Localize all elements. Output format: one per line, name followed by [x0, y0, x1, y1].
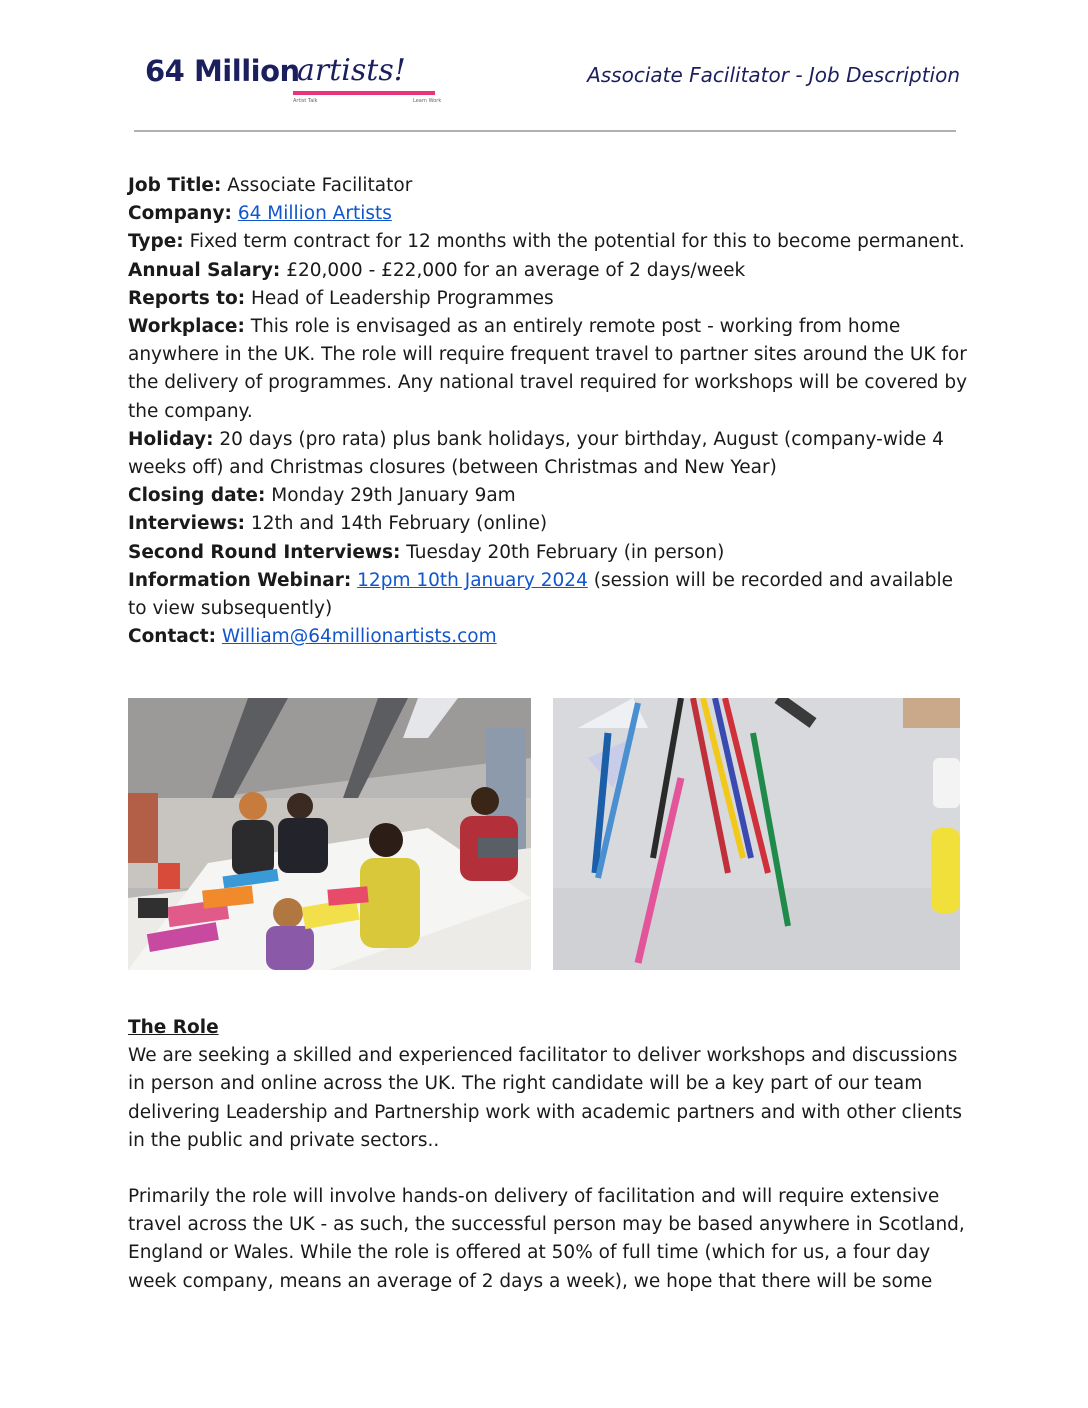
detail-value: 12th and 14th February (online) [250, 513, 548, 535]
workshop-photo [128, 698, 531, 970]
logo-script-artists [293, 48, 443, 92]
detail-value: This role is envisaged as an entirely remote post - working from home anywhere in the UK. The role will require frequent travel to partner sites around the UK for the delivery of programmes. Any national travel required for workshops will be covered by the company. [128, 316, 968, 422]
detail-company [128, 200, 968, 228]
detail-workplace [128, 313, 968, 426]
contact-email-link[interactable]: William@64millionartists.com [221, 626, 497, 648]
role-paragraph-2: Primarily the role will involve hands-on delivery of facilitation and will require extensive travel across the UK - as such, the successful person may be based anywhere in Scotland, England or Wales. While the role is offered at 50% of full time (which for us, a four day week company, means an average of 2 days a week), we hope that there will be some [128, 1186, 965, 1292]
detail-type [128, 228, 968, 256]
detail-salary [128, 257, 968, 285]
detail-interviews [128, 510, 968, 538]
detail-value: Associate Facilitator [227, 175, 413, 196]
header-divider [134, 130, 956, 132]
detail-label: Information Webinar: [128, 569, 352, 591]
detail-value: Tuesday 20th February (in person) [406, 541, 725, 563]
pencils-photo [553, 698, 960, 970]
detail-label: Holiday: [128, 428, 214, 450]
detail-label: Workplace: [128, 316, 245, 338]
detail-label: Reports to: [128, 287, 246, 309]
detail-reports-to [128, 285, 968, 313]
detail-value: Head of Leadership Programmes [251, 287, 554, 309]
detail-value: Fixed term contract for 12 months with the potential for this to become permanent. [189, 231, 965, 253]
webinar-link[interactable]: 12pm 10th January 2024 [357, 569, 588, 591]
detail-value: £20,000 - £22,000 for an average of 2 days/week [286, 259, 746, 281]
detail-label: Type: [128, 231, 184, 253]
detail-label: Company: [128, 203, 232, 225]
company-link[interactable]: 64 Million Artists [237, 203, 392, 225]
detail-label: Annual Salary: [128, 259, 281, 281]
detail-label: Second Round Interviews: [128, 541, 401, 563]
detail-label: Job Title: [128, 175, 222, 196]
logo-text: 64 Million [145, 54, 300, 88]
detail-value: 20 days (pro rata) plus bank holidays, your birthday, August (company-wide 4 weeks off) and Christmas closures (between Christmas and New Year) [128, 428, 944, 479]
role-paragraph-1: We are seeking a skilled and experienced facilitator to deliver workshops and discussions in person and online across the UK. The right candidate will be a key part of our team delivering Leadership and Partnership work with academic partners and with other clients in the public and private sectors.. [128, 1045, 962, 1151]
role-section [128, 1014, 968, 1296]
detail-closing-date [128, 482, 968, 510]
detail-second-round [128, 539, 968, 567]
detail-value: Monday 29th January 9am [271, 485, 516, 507]
logo-small-left: Artist Talk [293, 98, 318, 104]
detail-job-title [128, 172, 968, 200]
detail-value: (session will be recorded and available to view subsequently) [128, 569, 954, 620]
job-details [128, 172, 968, 651]
detail-label: Interviews: [128, 513, 246, 535]
logo-small-right: Learn Work [413, 98, 442, 104]
detail-contact [128, 623, 968, 651]
detail-label: Contact: [128, 626, 216, 648]
role-heading: The Role [128, 1017, 219, 1038]
detail-label: Closing date: [128, 485, 266, 507]
detail-webinar [128, 567, 968, 623]
logo-underline [293, 91, 435, 95]
detail-holiday [128, 426, 968, 482]
logo-script-text: artists! [297, 53, 406, 88]
document-title: Associate Facilitator - Job Description [587, 63, 960, 87]
paragraph-gap [128, 1155, 968, 1183]
company-logo [145, 48, 445, 106]
